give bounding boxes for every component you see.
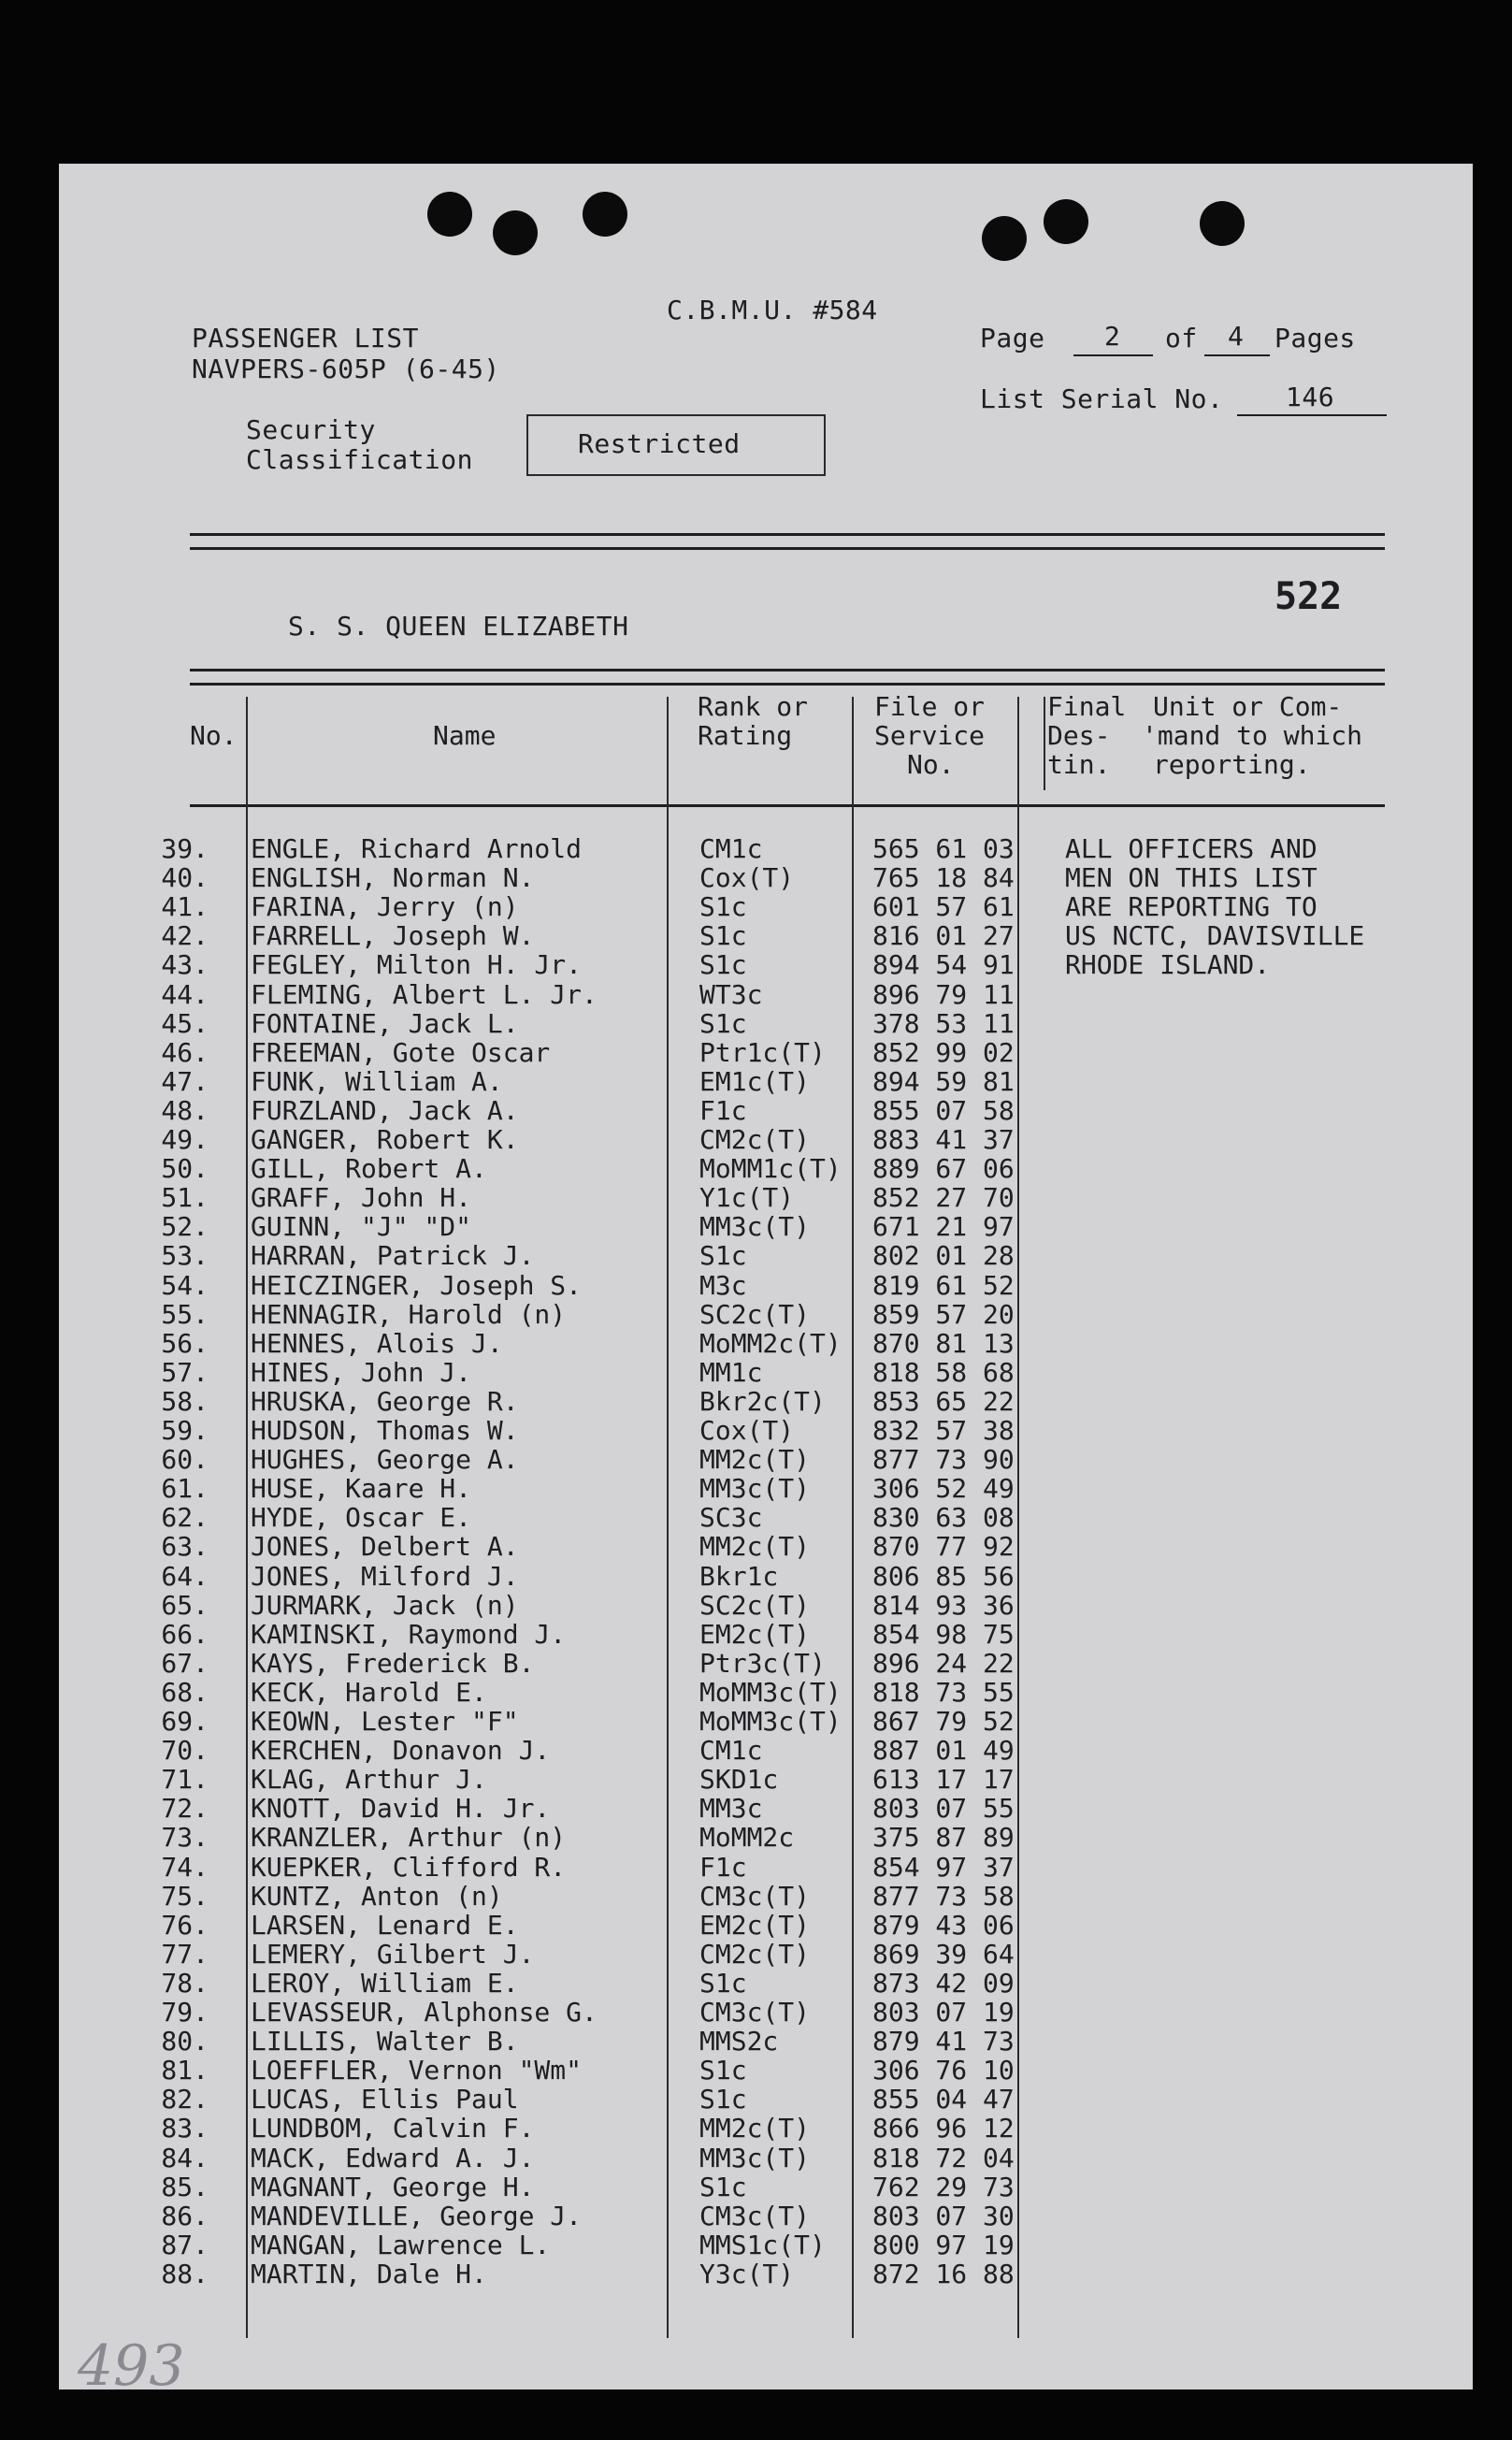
page-of-label: of — [1165, 323, 1198, 354]
rank-rating: MMS2c — [699, 2026, 779, 2057]
service-number: 867 79 52 — [872, 1706, 1015, 1737]
punch-hole — [583, 192, 627, 237]
table-row — [59, 1591, 1473, 1620]
row-number: 57. — [161, 1356, 209, 1388]
service-number: 818 58 68 — [872, 1356, 1015, 1388]
table-row — [59, 1562, 1473, 1591]
table-row — [59, 980, 1473, 1009]
destination-line: US NCTC, DAVISVILLE — [1065, 920, 1365, 951]
passenger-name: HARRAN, Patrick J. — [251, 1240, 535, 1272]
row-number: 59. — [161, 1415, 209, 1446]
row-number: 79. — [161, 1997, 209, 2028]
table-row — [59, 1125, 1473, 1154]
rank-rating: S1c — [699, 1240, 747, 1272]
row-number: 87. — [161, 2229, 209, 2260]
row-number: 73. — [161, 1822, 209, 1854]
row-number: 39. — [161, 833, 209, 864]
service-number: 887 01 49 — [872, 1735, 1015, 1767]
passenger-name: HENNAGIR, Harold (n) — [251, 1298, 567, 1330]
passenger-name: LARSEN, Lenard E. — [251, 1909, 519, 1941]
row-number: 43. — [161, 949, 209, 981]
row-number: 69. — [161, 1706, 209, 1737]
service-number: 818 73 55 — [872, 1676, 1015, 1708]
table-row — [59, 1358, 1473, 1387]
row-number: 40. — [161, 862, 209, 894]
row-number: 85. — [161, 2171, 209, 2202]
passenger-name: GUINN, "J" "D" — [251, 1211, 472, 1243]
row-number: 58. — [161, 1385, 209, 1417]
table-row — [59, 2114, 1473, 2143]
table-row — [59, 2260, 1473, 2288]
passenger-name: ENGLE, Richard Arnold — [251, 833, 583, 864]
row-number: 76. — [161, 1909, 209, 1941]
table-row — [59, 1998, 1473, 2027]
passenger-name: KAMINSKI, Raymond J. — [251, 1618, 567, 1650]
passenger-name: LEMERY, Gilbert J. — [251, 1938, 535, 1970]
service-number: 870 81 13 — [872, 1327, 1015, 1359]
passenger-name: JONES, Milford J. — [251, 1560, 519, 1592]
row-number: 64. — [161, 1560, 209, 1592]
row-number: 67. — [161, 1647, 209, 1679]
table-top-rule — [190, 669, 1385, 671]
passenger-name: GRAFF, John H. — [251, 1182, 472, 1214]
row-number: 44. — [161, 978, 209, 1010]
service-number: 803 07 19 — [872, 1997, 1015, 2028]
rank-rating: S1c — [699, 949, 747, 981]
rank-rating: MoMM3c(T) — [699, 1676, 842, 1708]
service-number: 872 16 88 — [872, 2258, 1015, 2289]
row-number: 81. — [161, 2055, 209, 2086]
rank-rating: MM2c(T) — [699, 1531, 811, 1563]
rank-rating: S1c — [699, 2171, 747, 2202]
passenger-name: FEGLEY, Milton H. Jr. — [251, 949, 583, 981]
column-header-unit-3: reporting. — [1153, 749, 1311, 780]
column-header-file-3: No. — [907, 749, 955, 780]
service-number: 855 07 58 — [872, 1094, 1015, 1126]
passenger-name: FREEMAN, Gote Oscar — [251, 1036, 551, 1068]
table-row — [59, 1271, 1473, 1300]
service-number: 613 17 17 — [872, 1764, 1015, 1796]
service-number: 855 04 47 — [872, 2084, 1015, 2115]
passenger-name: LUCAS, Ellis Paul — [251, 2084, 519, 2115]
rank-rating: WT3c — [699, 978, 763, 1010]
rank-rating: S1c — [699, 891, 747, 923]
table-row — [59, 1823, 1473, 1852]
row-number: 71. — [161, 1764, 209, 1796]
row-number: 88. — [161, 2258, 209, 2289]
rank-rating: EM2c(T) — [699, 1618, 811, 1650]
passenger-name: FONTAINE, Jack L. — [251, 1007, 519, 1039]
service-number: 894 59 81 — [872, 1065, 1015, 1097]
unit-designation: C.B.M.U. #584 — [667, 295, 878, 325]
serial-value: 146 — [1286, 382, 1335, 412]
passenger-name: MANGAN, Lawrence L. — [251, 2229, 551, 2260]
document-page — [59, 164, 1473, 2399]
service-number: 806 85 56 — [872, 1560, 1015, 1592]
rank-rating: EM2c(T) — [699, 1909, 811, 1941]
service-number: 832 57 38 — [872, 1415, 1015, 1446]
rank-rating: MoMM2c — [699, 1822, 795, 1854]
passenger-name: KERCHEN, Donavon J. — [251, 1735, 551, 1767]
passenger-name: HINES, John J. — [251, 1356, 472, 1388]
rank-rating: Ptr3c(T) — [699, 1647, 826, 1679]
rank-rating: Bkr2c(T) — [699, 1385, 826, 1417]
passenger-name: HYDE, Oscar E. — [251, 1502, 472, 1534]
passenger-name: HUGHES, George A. — [251, 1444, 519, 1476]
service-number: 306 76 10 — [872, 2055, 1015, 2086]
rank-rating: F1c — [699, 1094, 747, 1126]
service-number: 306 52 49 — [872, 1473, 1015, 1505]
service-number: 762 29 73 — [872, 2171, 1015, 2202]
table-row — [59, 1474, 1473, 1503]
column-header-final: Final — [1047, 691, 1127, 722]
rank-rating: MM3c(T) — [699, 1211, 811, 1243]
rank-rating: Y3c(T) — [699, 2258, 795, 2289]
rank-rating: S1c — [699, 2084, 747, 2115]
rank-rating: S1c — [699, 1007, 747, 1039]
rank-rating: Y1c(T) — [699, 1182, 795, 1214]
column-header-rank: Rank or — [698, 691, 809, 722]
row-number: 52. — [161, 1211, 209, 1243]
table-row — [59, 1649, 1473, 1678]
service-number: 877 73 90 — [872, 1444, 1015, 1476]
passenger-name: HUDSON, Thomas W. — [251, 1415, 519, 1446]
service-number: 375 87 89 — [872, 1822, 1015, 1854]
table-header-rule — [190, 804, 1385, 807]
table-row — [59, 2231, 1473, 2260]
service-number: 889 67 06 — [872, 1153, 1015, 1185]
rank-rating: CM3c(T) — [699, 2200, 811, 2231]
passenger-name: HUSE, Kaare H. — [251, 1473, 472, 1505]
table-row — [59, 2027, 1473, 2056]
rank-rating: MM1c — [699, 1356, 763, 1388]
passenger-name: KECK, Harold E. — [251, 1676, 487, 1708]
header-rule — [190, 533, 1385, 536]
table-row — [59, 2056, 1473, 2085]
rank-rating: MoMM1c(T) — [699, 1153, 842, 1185]
passenger-name: KNOTT, David H. Jr. — [251, 1793, 551, 1825]
ship-name: S. S. QUEEN ELIZABETH — [288, 611, 629, 642]
passenger-name: LUNDBOM, Calvin F. — [251, 2113, 535, 2144]
passenger-name: LEROY, William E. — [251, 1967, 519, 1999]
table-row — [59, 2085, 1473, 2114]
row-number: 46. — [161, 1036, 209, 1068]
punch-hole — [1044, 199, 1088, 244]
row-number: 75. — [161, 1880, 209, 1912]
table-row — [59, 1038, 1473, 1067]
row-number: 74. — [161, 1851, 209, 1883]
rank-rating: MM3c — [699, 1793, 763, 1825]
table-row — [59, 1503, 1473, 1532]
row-number: 45. — [161, 1007, 209, 1039]
rank-rating: CM3c(T) — [699, 1880, 811, 1912]
row-number: 86. — [161, 2200, 209, 2231]
service-number: 879 43 06 — [872, 1909, 1015, 1941]
rank-rating: S1c — [699, 2055, 747, 2086]
table-row — [59, 1096, 1473, 1125]
table-row — [59, 1532, 1473, 1561]
table-row — [59, 1794, 1473, 1823]
service-number: 819 61 52 — [872, 1269, 1015, 1301]
passenger-name: HEICZINGER, Joseph S. — [251, 1269, 583, 1301]
table-row — [59, 1940, 1473, 1969]
row-number: 84. — [161, 2142, 209, 2173]
column-header-final-2: Des- — [1047, 720, 1111, 751]
rank-rating: CM2c(T) — [699, 1938, 811, 1970]
row-number: 51. — [161, 1182, 209, 1214]
table-row — [59, 2202, 1473, 2231]
service-number: 800 97 19 — [872, 2229, 1015, 2260]
row-number: 78. — [161, 1967, 209, 1999]
table-row — [59, 2173, 1473, 2202]
service-number: 869 39 64 — [872, 1938, 1015, 1970]
passenger-name: KAYS, Frederick B. — [251, 1647, 535, 1679]
table-row — [59, 1911, 1473, 1940]
destination-note — [1065, 834, 1364, 979]
rank-rating: MM3c(T) — [699, 2142, 811, 2173]
form-number: NAVPERS-605P (6-45) — [192, 354, 500, 384]
row-number: 42. — [161, 920, 209, 952]
rank-rating: CM3c(T) — [699, 1997, 811, 2028]
rank-rating: SC2c(T) — [699, 1298, 811, 1330]
passenger-name: HENNES, Alois J. — [251, 1327, 503, 1359]
row-number: 70. — [161, 1735, 209, 1767]
service-number: 818 72 04 — [872, 2142, 1015, 2173]
serial-label: List Serial No. — [980, 383, 1224, 414]
service-number: 894 54 91 — [872, 949, 1015, 981]
column-divider — [1044, 697, 1045, 790]
column-header-name: Name — [433, 720, 497, 751]
table-row — [59, 1765, 1473, 1794]
service-number: 883 41 37 — [872, 1124, 1015, 1155]
passenger-name: LOEFFLER, Vernon "Wm" — [251, 2055, 583, 2086]
passenger-name: LILLIS, Walter B. — [251, 2026, 519, 2057]
table-row — [59, 1009, 1473, 1038]
service-number: 565 61 03 — [872, 833, 1015, 864]
page-total: 4 — [1228, 321, 1245, 352]
service-number: 765 18 84 — [872, 862, 1015, 894]
rank-rating: Ptr1c(T) — [699, 1036, 826, 1068]
rank-rating: S1c — [699, 920, 747, 952]
rank-rating: CM1c — [699, 833, 763, 864]
service-number: 854 97 37 — [872, 1851, 1015, 1883]
passenger-name: KUEPKER, Clifford R. — [251, 1851, 567, 1883]
passenger-name: MANDEVILLE, George J. — [251, 2200, 583, 2231]
passenger-name: KEOWN, Lester "F" — [251, 1706, 519, 1737]
service-number: 852 99 02 — [872, 1036, 1015, 1068]
row-number: 77. — [161, 1938, 209, 1970]
column-header-file: File or — [874, 691, 986, 722]
service-number: 803 07 55 — [872, 1793, 1015, 1825]
passenger-name: JURMARK, Jack (n) — [251, 1589, 519, 1621]
table-row — [59, 1154, 1473, 1183]
row-number: 41. — [161, 891, 209, 923]
table-row — [59, 1853, 1473, 1882]
row-number: 62. — [161, 1502, 209, 1534]
rank-rating: EM1c(T) — [699, 1065, 811, 1097]
page-current-underline — [1073, 354, 1153, 356]
rank-rating: M3c — [699, 1269, 747, 1301]
passenger-name: FLEMING, Albert L. Jr. — [251, 978, 598, 1010]
rank-rating: S1c — [699, 1967, 747, 1999]
service-number: 896 24 22 — [872, 1647, 1015, 1679]
rank-rating: CM2c(T) — [699, 1124, 811, 1155]
table-row — [59, 1329, 1473, 1358]
passenger-name: LEVASSEUR, Alphonse G. — [251, 1997, 598, 2028]
column-header-unit: Unit or Com- — [1153, 691, 1343, 722]
row-number: 53. — [161, 1240, 209, 1272]
row-number: 68. — [161, 1676, 209, 1708]
table-row — [59, 2144, 1473, 2173]
stamp-number: 522 — [1274, 575, 1343, 618]
service-number: 852 27 70 — [872, 1182, 1015, 1214]
passenger-name: MARTIN, Dale H. — [251, 2258, 487, 2289]
service-number: 802 01 28 — [872, 1240, 1015, 1272]
destination-line: ARE REPORTING TO — [1065, 891, 1318, 922]
row-number: 66. — [161, 1618, 209, 1650]
column-header-no: No. — [190, 720, 238, 751]
service-number: 879 41 73 — [872, 2026, 1015, 2057]
service-number: 853 65 22 — [872, 1385, 1015, 1417]
passenger-name: MACK, Edward A. J. — [251, 2142, 535, 2173]
punch-hole — [1200, 201, 1245, 246]
row-number: 65. — [161, 1589, 209, 1621]
column-header-unit-2: 'mand to which — [1142, 720, 1363, 751]
passenger-name: KUNTZ, Anton (n) — [251, 1880, 503, 1912]
serial-underline — [1237, 414, 1387, 416]
service-number: 830 63 08 — [872, 1502, 1015, 1534]
row-number: 72. — [161, 1793, 209, 1825]
column-header-file-2: Service — [874, 720, 986, 751]
passenger-name: GILL, Robert A. — [251, 1153, 487, 1185]
column-header-final-3: tin. — [1047, 749, 1111, 780]
page-total-underline — [1204, 354, 1270, 356]
row-number: 61. — [161, 1473, 209, 1505]
destination-line: ALL OFFICERS AND — [1065, 833, 1318, 864]
passenger-name: GANGER, Robert K. — [251, 1124, 519, 1155]
service-number: 859 57 20 — [872, 1298, 1015, 1330]
rank-rating: SKD1c — [699, 1764, 779, 1796]
punch-hole — [982, 216, 1027, 261]
passenger-name: KLAG, Arthur J. — [251, 1764, 487, 1796]
pages-label: Pages — [1274, 323, 1356, 354]
table-row — [59, 1707, 1473, 1736]
table-row — [59, 1882, 1473, 1911]
table-row — [59, 1678, 1473, 1707]
row-number: 49. — [161, 1124, 209, 1155]
row-number: 48. — [161, 1094, 209, 1126]
row-number: 47. — [161, 1065, 209, 1097]
service-number: 671 21 97 — [872, 1211, 1015, 1243]
row-number: 82. — [161, 2084, 209, 2115]
row-number: 55. — [161, 1298, 209, 1330]
row-number: 63. — [161, 1531, 209, 1563]
header-rule — [190, 547, 1385, 550]
rank-rating: Bkr1c — [699, 1560, 779, 1592]
rank-rating: SC3c — [699, 1502, 763, 1534]
destination-line: RHODE ISLAND. — [1065, 949, 1271, 980]
service-number: 854 98 75 — [872, 1618, 1015, 1650]
punch-hole — [493, 210, 538, 255]
rank-rating: MM3c(T) — [699, 1473, 811, 1505]
row-number: 54. — [161, 1269, 209, 1301]
page-label: Page — [980, 323, 1045, 354]
form-title: PASSENGER LIST — [192, 323, 420, 354]
passenger-name: FARRELL, Joseph W. — [251, 920, 535, 952]
service-number: 877 73 58 — [872, 1880, 1015, 1912]
service-number: 814 93 36 — [872, 1589, 1015, 1621]
service-number: 870 77 92 — [872, 1531, 1015, 1563]
table-row — [59, 1416, 1473, 1445]
table-row — [59, 1183, 1473, 1212]
table-row — [59, 1067, 1473, 1096]
service-number: 816 01 27 — [872, 920, 1015, 952]
table-top-rule — [190, 683, 1385, 686]
rank-rating: MM2c(T) — [699, 1444, 811, 1476]
passenger-name: ENGLISH, Norman N. — [251, 862, 535, 894]
table-row — [59, 1387, 1473, 1416]
security-classification: Restricted — [578, 428, 741, 459]
rank-rating: MMS1c(T) — [699, 2229, 826, 2260]
passenger-name: HRUSKA, George R. — [251, 1385, 519, 1417]
table-row — [59, 1212, 1473, 1241]
table-row — [59, 1620, 1473, 1649]
row-number: 56. — [161, 1327, 209, 1359]
rank-rating: CM1c — [699, 1735, 763, 1767]
row-number: 50. — [161, 1153, 209, 1185]
row-number: 83. — [161, 2113, 209, 2144]
passenger-name: FURZLAND, Jack A. — [251, 1094, 519, 1126]
row-number: 60. — [161, 1444, 209, 1476]
security-label: Security — [246, 414, 376, 445]
passenger-name: FUNK, William A. — [251, 1065, 503, 1097]
column-header-rank-2: Rating — [698, 720, 793, 751]
rank-rating: Cox(T) — [699, 1415, 795, 1446]
table-row — [59, 1736, 1473, 1765]
rank-rating: MM2c(T) — [699, 2113, 811, 2144]
rank-rating: SC2c(T) — [699, 1589, 811, 1621]
rank-rating: F1c — [699, 1851, 747, 1883]
passenger-name: JONES, Delbert A. — [251, 1531, 519, 1563]
passenger-name: KRANZLER, Arthur (n) — [251, 1822, 567, 1854]
rank-rating: MoMM3c(T) — [699, 1706, 842, 1737]
passenger-name: FARINA, Jerry (n) — [251, 891, 519, 923]
page-current: 2 — [1104, 321, 1121, 352]
security-label-2: Classification — [246, 444, 474, 475]
table-row — [59, 1445, 1473, 1474]
rank-rating: Cox(T) — [699, 862, 795, 894]
service-number: 866 96 12 — [872, 2113, 1015, 2144]
passenger-name: MAGNANT, George H. — [251, 2171, 535, 2202]
destination-line: MEN ON THIS LIST — [1065, 862, 1318, 893]
service-number: 803 07 30 — [872, 2200, 1015, 2231]
table-row — [59, 1241, 1473, 1270]
service-number: 873 42 09 — [872, 1967, 1015, 1999]
service-number: 896 79 11 — [872, 978, 1015, 1010]
table-row — [59, 1300, 1473, 1329]
folio-number: 493 — [78, 2333, 185, 2399]
table-row — [59, 1969, 1473, 1998]
punch-hole — [427, 192, 472, 237]
row-number: 80. — [161, 2026, 209, 2057]
service-number: 378 53 11 — [872, 1007, 1015, 1039]
service-number: 601 57 61 — [872, 891, 1015, 923]
rank-rating: MoMM2c(T) — [699, 1327, 842, 1359]
